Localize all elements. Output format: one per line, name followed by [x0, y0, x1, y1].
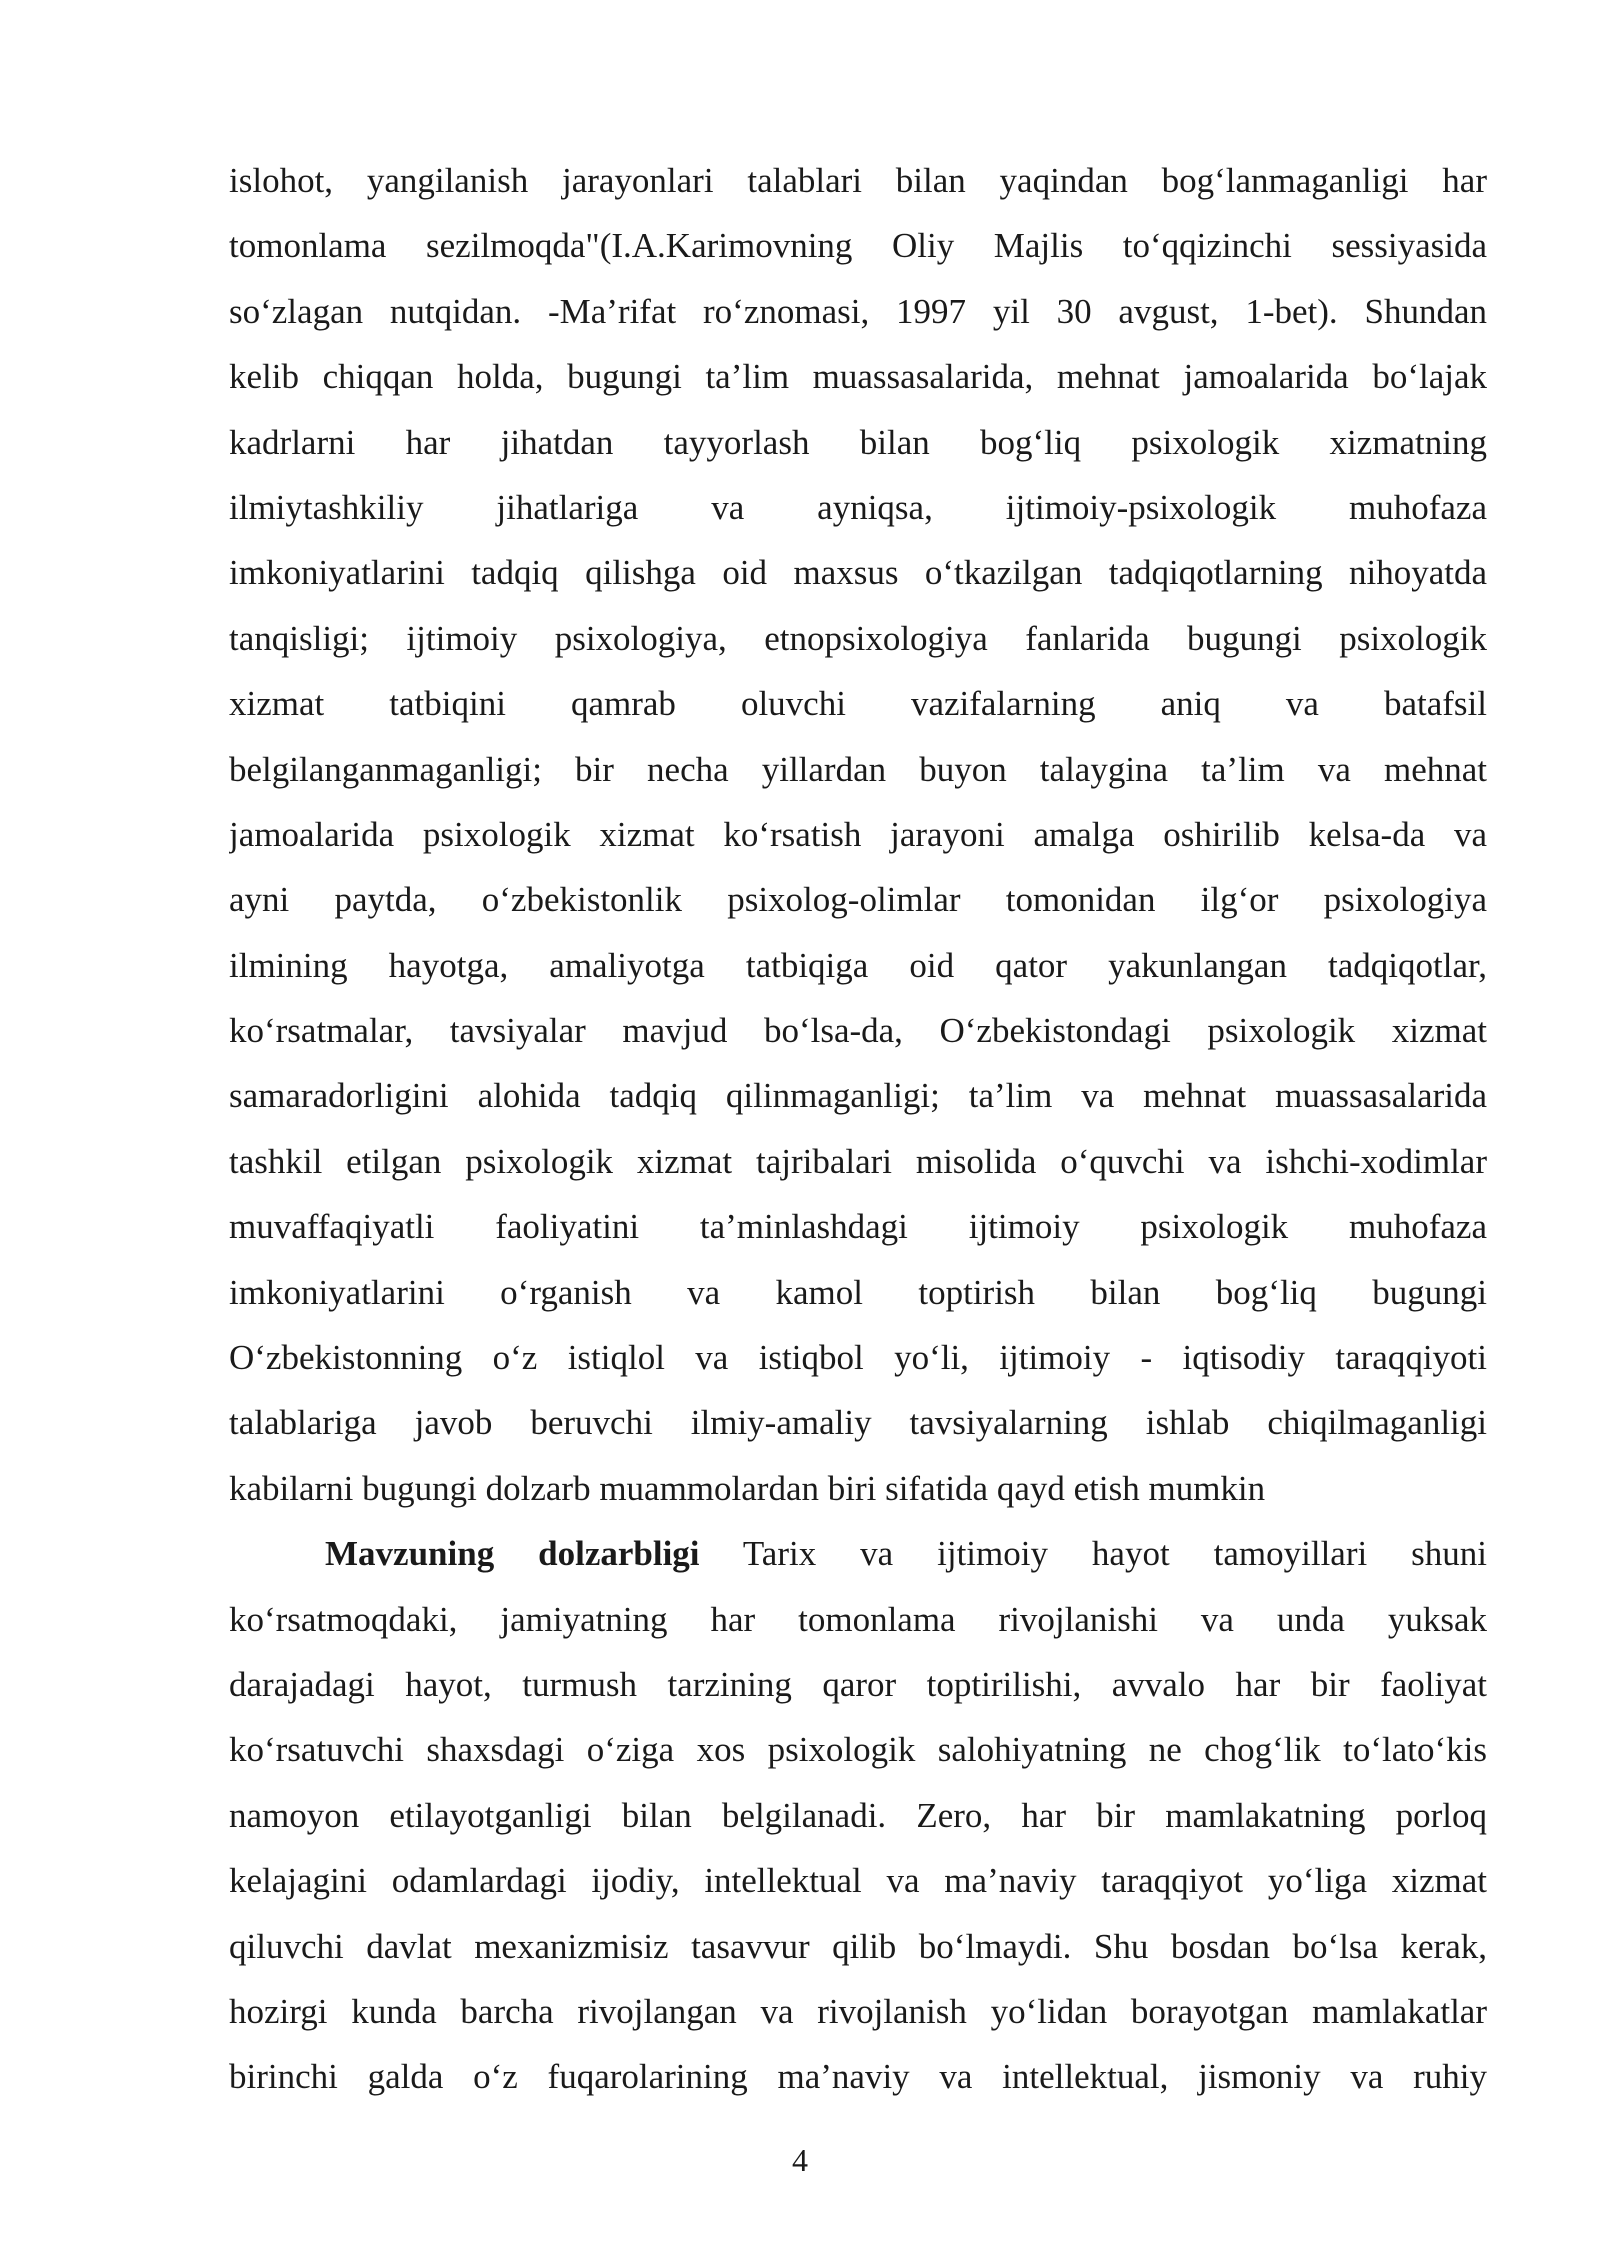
section-heading: Mavzuning dolzarbligi	[325, 1534, 700, 1574]
text-line: tashkil etilgan psixologik xizmat tajribalari misolida o‘quvchi va ishchi-xodimlar	[229, 1141, 1487, 1181]
text-line: kelajagini odamlardagi ijodiy, intellektual va ma’naviy taraqqiyot yo‘liga xizmat	[229, 1861, 1487, 1901]
paragraph-heading-line	[229, 1521, 1487, 1586]
text-line: tomonlama sezilmoqda"(I.A.Karimovning Oliy Majlis to‘qqizinchi sessiyasida	[229, 226, 1487, 266]
text-line: tanqisligi; ijtimoiy psixologiya, etnopsixologiya fanlarida bugungi psixologik	[229, 618, 1487, 658]
text-line: imkoniyatlarini o‘rganish va kamol toptirish bilan bog‘liq bugungi	[229, 1272, 1487, 1312]
text-line: birinchi galda o‘z fuqarolarining ma’naviy va intellektual, jismoniy va ruhiy	[229, 2057, 1487, 2097]
text-line: namoyon etilayotganligi bilan belgilanadi. Zero, har bir mamlakatning porloq	[229, 1795, 1487, 1835]
text-line: jamoalarida psixologik xizmat ko‘rsatish jarayoni amalga oshirilib kelsa-da va	[229, 814, 1487, 854]
text-line: ko‘rsatuvchi shaxsdagi o‘ziga xos psixologik salohiyatning ne chog‘lik to‘lato‘kis	[229, 1730, 1487, 1770]
text-line: ko‘rsatmoqdaki, jamiyatning har tomonlama rivojlanishi va unda yuksak	[229, 1599, 1487, 1639]
text-line: so‘zlagan nutqidan. -Ma’rifat ro‘znomasi, 1997 yil 30 avgust, 1-bet). Shundan	[229, 291, 1487, 331]
body-text	[229, 148, 1487, 2110]
text-line: ilmiytashkiliy jihatlariga va ayniqsa, ijtimoiy-psixologik muhofaza	[229, 487, 1487, 527]
text-line: belgilanganmaganligi; bir necha yillardan buyon talaygina ta’lim va mehnat	[229, 749, 1487, 789]
text-line: darajadagi hayot, turmush tarzining qaror toptirilishi, avvalo har bir faoliyat	[229, 1664, 1487, 1704]
text-line: ko‘rsatmalar, tavsiyalar mavjud bo‘lsa-da, O‘zbekistondagi psixologik xizmat	[229, 1011, 1487, 1051]
text-line: ilmining hayotga, amaliyotga tatbiqiga oid qator yakunlangan tadqiqotlar,	[229, 945, 1487, 985]
text-line: talablariga javob beruvchi ilmiy-amaliy tavsiyalarning ishlab chiqilmaganligi	[229, 1403, 1487, 1443]
page-number: 4	[792, 2142, 808, 2178]
text-line: xizmat tatbiqini qamrab oluvchi vazifalarning aniq va batafsil	[229, 684, 1487, 724]
text-line: kabilarni bugungi dolzarb muammolardan biri sifatida qayd etish mumkin	[229, 1468, 1266, 1508]
text-line: muvaffaqiyatli faoliyatini ta’minlashdagi ijtimoiy psixologik muhofaza	[229, 1207, 1487, 1247]
text-line: kelib chiqqan holda, bugungi ta’lim muassasalarida, mehnat jamoalarida bo‘lajak	[229, 357, 1487, 397]
text-line: islohot, yangilanish jarayonlari talablari bilan yaqindan bog‘lanmaganligi har	[229, 161, 1487, 200]
heading-line-text: Tarix va ijtimoiy hayot tamoyillari shuni	[699, 1534, 1487, 1574]
text-line: kadrlarni har jihatdan tayyorlash bilan bog‘liq psixologik xizmatning	[229, 422, 1487, 462]
text-line: imkoniyatlarini tadqiq qilishga oid maxsus o‘tkazilgan tadqiqotlarning nihoyatda	[229, 553, 1487, 593]
text-line: samaradorligini alohida tadqiq qilinmaganligi; ta’lim va mehnat muassasalarida	[229, 1076, 1487, 1116]
text-line: hozirgi kunda barcha rivojlangan va rivojlanish yo‘lidan borayotgan mamlakatlar	[229, 1991, 1487, 2031]
text-line: O‘zbekistonning o‘z istiqlol va istiqbol yo‘li, ijtimoiy - iqtisodiy taraqqiyoti	[229, 1338, 1487, 1378]
text-line: qiluvchi davlat mexanizmisiz tasavvur qilib bo‘lmaydi. Shu bosdan bo‘lsa kerak,	[229, 1926, 1487, 1966]
text-line: ayni paytda, o‘zbekistonlik psixolog-olimlar tomonidan ilg‘or psixologiya	[229, 880, 1487, 920]
